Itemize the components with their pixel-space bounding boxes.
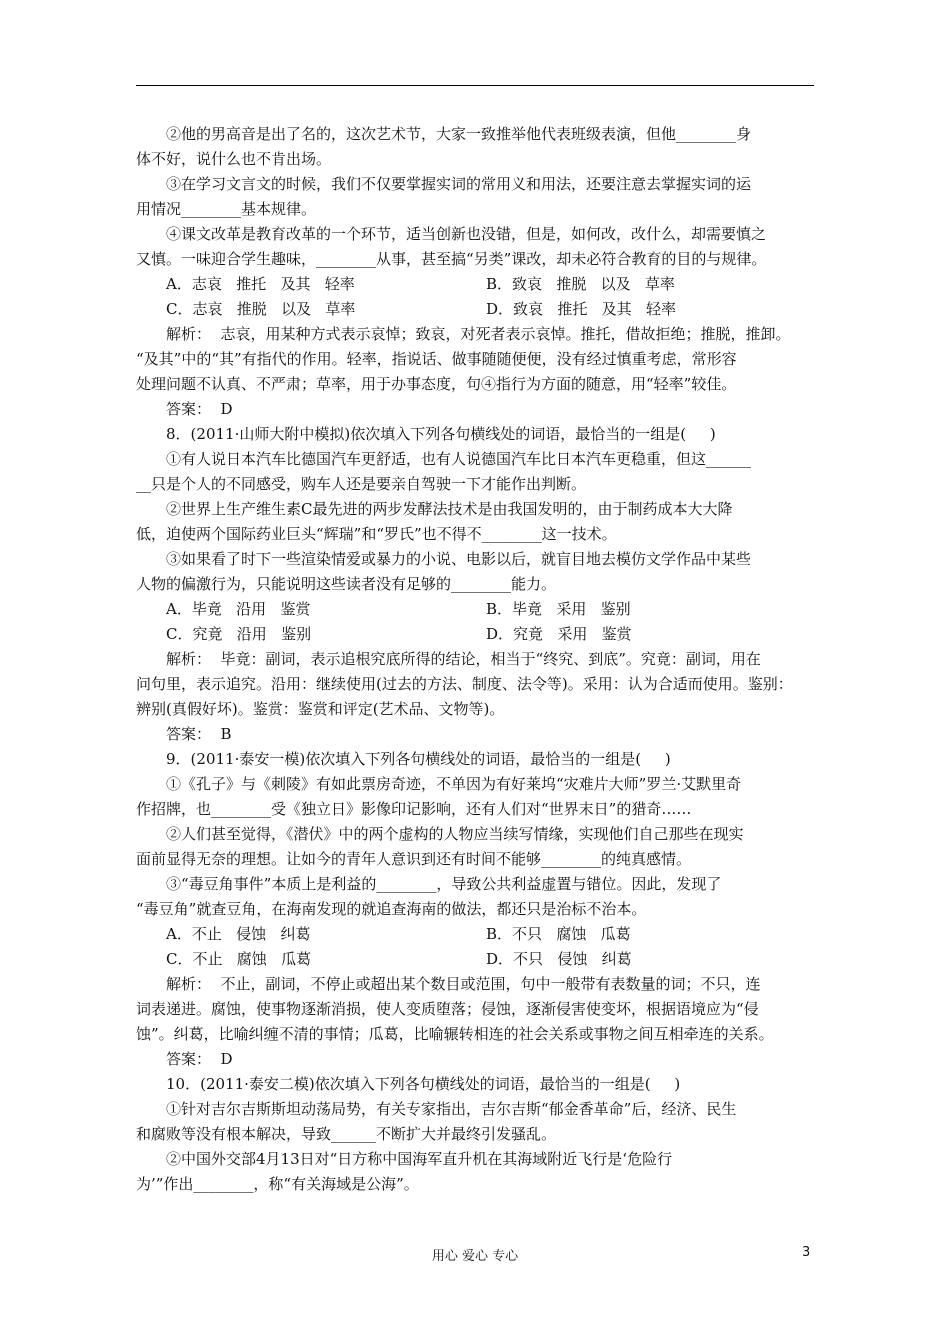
page-number: 3: [802, 1245, 811, 1260]
option-a: A．不止 侵蚀 纠葛: [166, 925, 311, 943]
analysis-line: 词表递进。腐蚀，使事物逐渐消损，使人变质堕落；侵蚀，逐渐侵害使变坏，根据语境应为“侵: [136, 1000, 759, 1018]
text-line: 面前显得无奈的理想。让如今的青年人意识到还有时间不能够________的纯真感情。: [136, 850, 692, 868]
text-line: 用情况________基本规律。: [136, 200, 317, 218]
text-line: ③在学习文言文的时候，我们不仅要掌握实词的常用义和用法，还要注意去掌握实词的运: [166, 175, 752, 193]
analysis-line: 解析： 毕竟：副词，表示追根究底所得的结论，相当于“终究、到底”。究竟：副词，用在: [166, 650, 761, 668]
text-line: 又慎。一味迎合学生趣味，________从事，甚至搞“另类”课改，却未必符合教育的目的与规律。: [136, 250, 767, 268]
answer-line: 答案： D: [166, 1050, 233, 1068]
analysis-line: “及其”中的“其”有指代的作用。轻率，指说话、做事随随便便，没有经过慎重考虑，常形容: [136, 350, 737, 368]
text-line: 为’”作出________，称“有关海域是公海”。: [136, 1175, 419, 1193]
header-rule: [136, 85, 814, 86]
question-title: 8．(2011·山师大附中模拟)依次填入下列各句横线处的词语，最恰当的一组是( ): [166, 425, 716, 443]
text-line: ④课文改革是教育改革的一个环节，适当创新也没错，但是，如何改，改什么，却需要慎之: [166, 225, 767, 243]
analysis-line: 问句里，表示追究。沿用：继续使用(过去的方法、制度、法令等)。采用：认为合适而使用。鉴别：: [136, 675, 793, 693]
text-line: ②他的男高音是出了名的，这次艺术节，大家一致推举他代表班级表演，但他________身: [166, 125, 752, 143]
option-a: A．毕竟 沿用 鉴赏: [166, 600, 311, 618]
option-row: [136, 622, 814, 647]
option-row: [136, 272, 814, 297]
answer-line: 答案： D: [166, 400, 233, 418]
question-title: 9．(2011·泰安一模)依次填入下列各句横线处的词语，最恰当的一组是( ): [166, 750, 671, 768]
analysis-line: 处理问题不认真、不严肃；草率，用于办事态度，句④指行为方面的随意，用“轻率”较佳。: [136, 375, 737, 393]
option-row: [136, 922, 814, 947]
option-d: D．究竟 采用 鉴赏: [486, 625, 632, 643]
text-line: ③“毒豆角事件”本质上是利益的________，导致公共利益虚置与错位。因此，发现了: [166, 875, 722, 893]
text-line: 体不好，说什么也不肯出场。: [136, 150, 332, 168]
page-body: [136, 122, 814, 1197]
analysis-line: 解析： 志哀，用某种方式表示哀悼；致哀，对死者表示哀悼。推托，借故拒绝；推脱，推卸。: [166, 325, 791, 343]
text-line: ②人们甚至觉得，《潜伏》中的两个虚构的人物应当续写情缘，实现他们自己那些在现实: [166, 825, 744, 843]
analysis-line: 解析： 不止，副词，不停止或超出某个数目或范围，句中一般带有表数量的词；不只，连: [166, 975, 761, 993]
option-c: C．究竟 沿用 鉴别: [166, 625, 312, 643]
page-footer: 用心 爱心 专心: [431, 1249, 519, 1264]
text-line: ①有人说日本汽车比德国汽车更舒适，也有人说德国汽车比日本汽车更稳重，但这______: [166, 450, 752, 468]
text-line: ①针对吉尔吉斯斯坦动荡局势，有关专家指出，吉尔吉斯“郁金香革命”后，经济、民生: [166, 1100, 737, 1118]
option-d: D．致哀 推托 及其 轻率: [486, 300, 676, 318]
option-row: [136, 947, 814, 972]
text-line: ②中国外交部4月13日对“日方称中国海军直升机在其海域附近飞行是‘危险行: [166, 1150, 673, 1168]
text-line: 人物的偏激行为，只能说明这些读者没有足够的________能力。: [136, 575, 557, 593]
question-title: 10．(2011·泰安二模)依次填入下列各句横线处的词语，最恰当的一组是( ): [166, 1075, 681, 1093]
answer-line: 答案： B: [166, 725, 232, 743]
option-d: D．不只 侵蚀 纠葛: [486, 950, 632, 968]
option-row: [136, 597, 814, 622]
option-a: A．志哀 推托 及其 轻率: [166, 275, 355, 293]
option-b: B．致哀 推脱 以及 草率: [486, 275, 675, 293]
analysis-line: 蚀”。纠葛，比喻纠缠不清的事情；瓜葛，比喻辗转相连的社会关系或事物之间互相牵连的关系。: [136, 1025, 774, 1043]
text-line: ③如果看了时下一些渲染情爱或暴力的小说、电影以后，就盲目地去模仿文学作品中某些: [166, 550, 752, 568]
text-line: 作招牌，也________受《独立日》影像印记影响，还有人们对“世界末日”的猎奇……: [136, 800, 692, 818]
text-line: ①《孔子》与《刺陵》有如此票房奇迹，不单因为有好莱坞“灾难片大师”罗兰·艾默里奇: [166, 775, 742, 793]
text-line: 和腐败等没有根本解决，导致______不断扩大并最终引发骚乱。: [136, 1125, 557, 1143]
analysis-line: 辨别(真假好坏)。鉴赏：鉴赏和评定(艺术品、文物等)。: [136, 700, 505, 718]
text-line: “毒豆角”就查豆角，在海南发现的就追查海南的做法，都还只是治标不治本。: [136, 900, 647, 918]
text-line: 低，迫使两个国际药业巨头“辉瑞”和“罗氏”也不得不________这一技术。: [136, 525, 617, 543]
option-c: C．不止 腐蚀 瓜葛: [166, 950, 312, 968]
option-b: B．毕竟 采用 鉴别: [486, 600, 631, 618]
option-row: [136, 297, 814, 322]
option-b: B．不只 腐蚀 瓜葛: [486, 925, 631, 943]
text-line: ②世界上生产维生素C最先进的两步发酵法技术是由我国发明的，由于制药成本大大降: [166, 500, 733, 518]
text-line: __只是个人的不同感受，购车人还是要亲自驾驶一下才能作出判断。: [136, 475, 587, 493]
option-c: C．志哀 推脱 以及 草率: [166, 300, 356, 318]
